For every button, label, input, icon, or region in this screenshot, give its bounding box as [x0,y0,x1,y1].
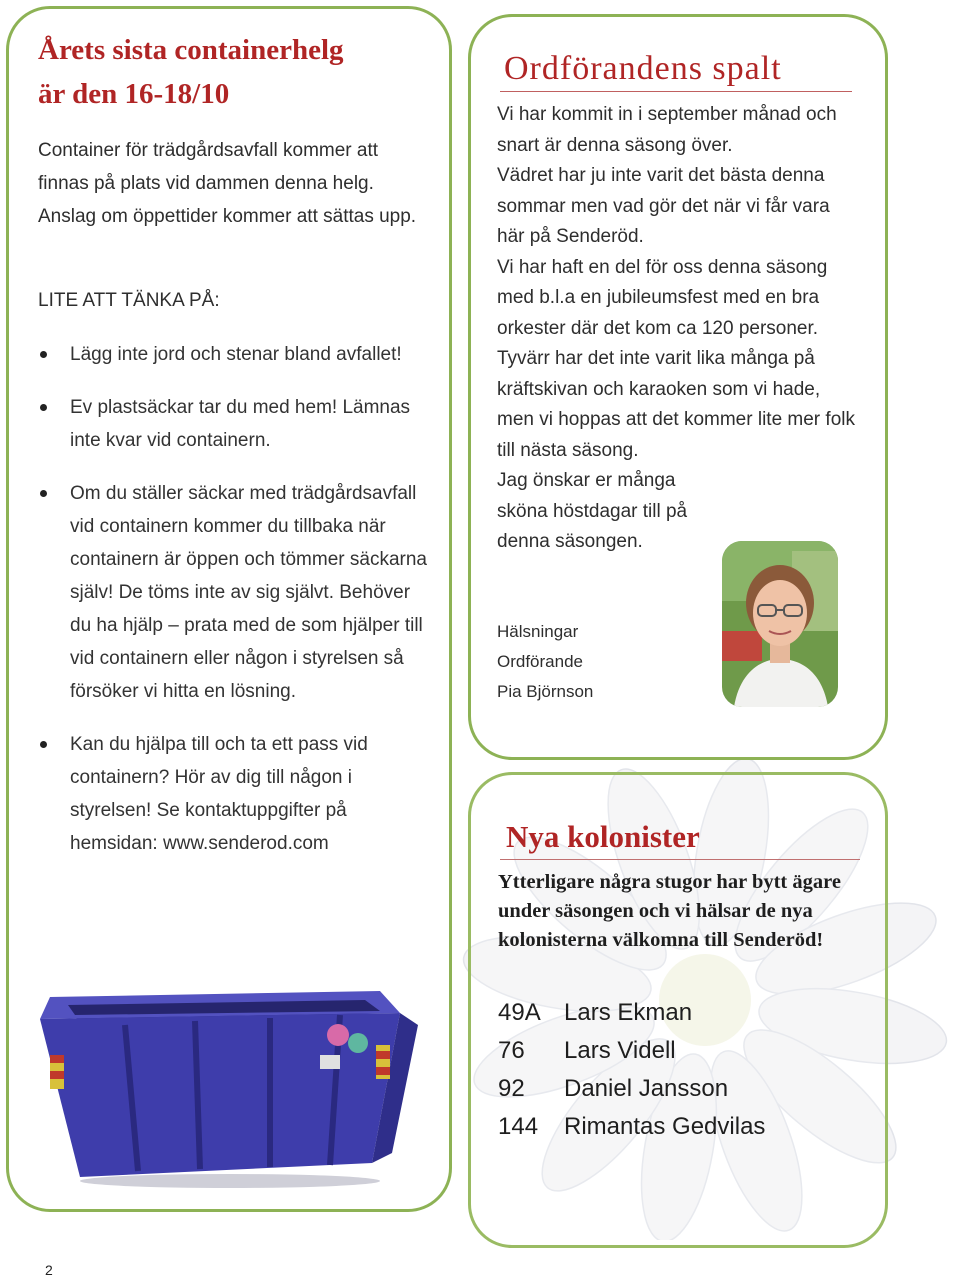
bullet-icon [40,741,47,748]
title-line-1: Årets sista containerhelg [38,34,344,66]
member-name: Daniel Jansson [564,1075,729,1102]
advice-list [38,338,428,880]
paragraph: Vi har kommit in i september månad och snart är denna säsong över. [497,104,837,156]
new-members-list [498,994,858,1146]
new-members-title: Nya kolonister [506,819,700,854]
bullet-text: Kan du hjälpa till och ta ett pass vid containern? Hör av dig till någon i styrelsen! Se kontaktuppgifter på hemsidan: www.senderod.com [70,734,368,854]
chairman-column-body [497,100,857,558]
chairman-column-title: Ordförandens spalt [504,50,782,87]
plot-number: 92 [498,1075,525,1102]
member-name: Lars Videll [564,1037,676,1064]
title-divider [500,859,860,860]
title-line-2: är den 16-18/10 [38,78,230,110]
plot-number: 144 [498,1113,539,1140]
paragraph: Vi har haft en del för oss denna säsong med b.l.a en jubileumsfest med en bra orkester där det kom ca 120 personer. [497,256,828,339]
list-item [498,1032,858,1070]
paragraph: Vädret har ju inte varit det bästa denna sommar men vad gör det när vi får vara här på Senderöd. [497,165,830,247]
list-item [498,994,858,1032]
intro-paragraph: Container för trädgårdsavfall kommer att finnas på plats vid dammen denna helg. Anslag om öppettider kommer att sättas upp. [38,140,417,227]
title-divider [500,91,852,92]
plot-number: 76 [498,1037,525,1064]
list-item [38,728,428,860]
signer-name: Pia Björnson [497,682,594,701]
bullet-icon [40,404,47,411]
list-item [498,1108,858,1146]
bullet-icon [40,351,47,358]
page-number: 2 [45,1262,53,1278]
list-item [498,1070,858,1108]
chairman-photo [722,541,838,707]
bullet-text: Lägg inte jord och stenar bland avfallet! [70,344,402,365]
list-item [38,477,428,708]
bullet-text: Ev plastsäckar tar du med hem! Lämnas inte kvar vid containern. [70,397,411,451]
paragraph: Jag önskar er många sköna höstdagar till på denna säsongen. [497,470,688,552]
bullet-text: Om du ställer säckar med trädgårdsavfall vid containern kommer du tillbaka när containern är öppen och tömmer säckarna själv! De töms inte av sig självt. Behöver du ha hjälp – prata med de som hjälper till vid containern eller någon i styrelsen så försöker vi hitta en lösning. [70,483,427,702]
skip-container-image [20,985,420,1190]
member-name: Lars Ekman [564,999,693,1026]
signer-role: Ordförande [497,652,583,671]
signature-block [497,617,593,707]
greeting: Hälsningar [497,622,579,641]
list-item [38,391,428,457]
paragraph: Tyvärr har det inte varit lika många på kräftskivan och karaoken som vi hade, men vi hoppas att det kommer lite mer folk till nästa säsong. [497,348,855,461]
new-members-intro: Ytterligare några stugor har bytt ägare under säsongen och vi hälsar de nya kolonisterna välkomna till Senderöd! [498,871,841,951]
lite-heading: LITE ATT TÄNKA PÅ: [38,290,220,311]
bullet-icon [40,490,47,497]
member-name: Rimantas Gedvilas [564,1113,766,1140]
list-item [38,338,428,371]
container-weekend-title [38,28,428,116]
plot-number: 49A [498,999,541,1026]
